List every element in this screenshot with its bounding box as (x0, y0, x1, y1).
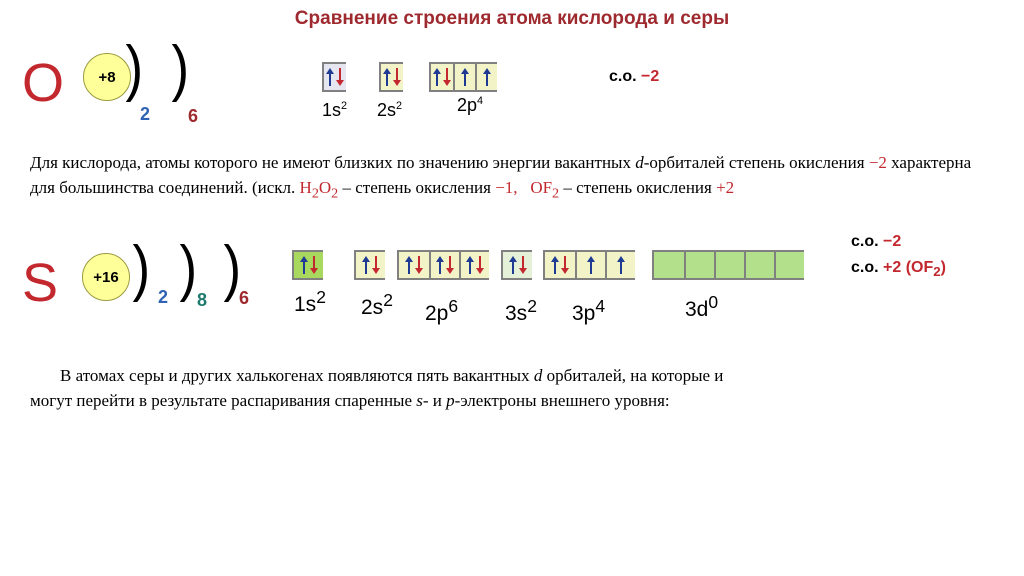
sulfur-orbital-label-3s: $3s^2$ (505, 296, 537, 325)
sulfur-paragraph-line-1: В атомах серы и других халькогенах появляются пять вакантных d орбиталей, на которые и (60, 366, 724, 385)
spin-up-arrow-icon (461, 68, 469, 86)
sulfur-symbol: S (22, 253, 59, 313)
orbital-cell (459, 252, 489, 278)
spin-up-arrow-icon (509, 256, 517, 274)
oxygen-symbol: O (22, 53, 65, 113)
sulfur-paragraph-line-2: могут перейти в результате распаривания спаренные s- и p-электроны внешнего уровня: (30, 391, 670, 410)
oxygen-shell-1-count: 2 (140, 104, 151, 124)
orbital-cell (575, 252, 605, 278)
spin-down-arrow-icon (336, 68, 344, 86)
oxygen-box-2p (429, 62, 497, 92)
sulfur-box-2p (397, 250, 489, 280)
sulfur-box-3s (501, 250, 532, 280)
oxygen-orbital-label-2p: $2p^4$ (457, 95, 484, 115)
oxygen-paragraph: Для кислорода, атомы которого не имеют близких по значению энергии вакантных d-орбиталей степень окисления −2 характерна для большинства соединений. (искл. $H_2O_2$ – степень окисления −1, $OF_2$ – степень окисления +2 (30, 153, 972, 202)
oxygen-shell-arc-1: ) (125, 34, 144, 103)
oxygen-box-2s (379, 62, 403, 92)
formula-of2: $OF_2$ (530, 178, 560, 202)
spin-down-arrow-icon (446, 256, 454, 274)
orbital-cell (545, 252, 575, 278)
spin-up-arrow-icon (436, 256, 444, 274)
formula-h2o2: $H_2O_2$ (299, 178, 339, 202)
orbital-cell (429, 252, 459, 278)
sulfur-orbital-label-1s: $1s^2$ (294, 287, 326, 316)
sulfur-oxidation-state-1: с.о. −2 (851, 233, 902, 250)
sulfur-shell-1-count: 2 (158, 287, 169, 307)
oxygen-orbital-label-1s: $1s^2$ (322, 100, 348, 120)
spin-down-arrow-icon (519, 256, 527, 274)
orbital-cell (714, 252, 744, 278)
oxygen-shell-arc-2: ) (171, 34, 190, 103)
spin-up-arrow-icon (587, 256, 595, 274)
orbital-cell (654, 252, 684, 278)
oxygen-oxidation-state: с.о. −2 (609, 68, 660, 85)
oxygen-shell-2-count: 6 (188, 106, 199, 126)
orbital-cell (381, 64, 403, 90)
spin-down-arrow-icon (443, 68, 451, 86)
sulfur-box-2s (354, 250, 385, 280)
orbital-cell (324, 64, 346, 90)
spin-down-arrow-icon (372, 256, 380, 274)
orbital-cell (605, 252, 635, 278)
page-title: Сравнение строения атома кислорода и серы (294, 8, 730, 29)
sulfur-orbital-label-3d: $3d^0$ (685, 292, 719, 321)
orbital-cell (684, 252, 714, 278)
spin-up-arrow-icon (405, 256, 413, 274)
orbital-cell (774, 252, 804, 278)
spin-up-arrow-icon (466, 256, 474, 274)
sulfur-box-3p (543, 250, 635, 280)
sulfur-shell-arc-2: ) (179, 234, 198, 303)
sulfur-shell-arc-1: ) (132, 234, 151, 303)
spin-down-arrow-icon (393, 68, 401, 86)
spin-up-arrow-icon (617, 256, 625, 274)
oxygen-nucleus: +8 (83, 53, 131, 101)
spin-up-arrow-icon (551, 256, 559, 274)
orbital-cell (356, 252, 385, 278)
spin-down-arrow-icon (415, 256, 423, 274)
orbital-cell (399, 252, 429, 278)
orbital-cell (475, 64, 497, 90)
spin-up-arrow-icon (362, 256, 370, 274)
orbital-cell (431, 64, 453, 90)
orbital-cell (453, 64, 475, 90)
spin-down-arrow-icon (561, 256, 569, 274)
spin-up-arrow-icon (433, 68, 441, 86)
spin-up-arrow-icon (326, 68, 334, 86)
spin-up-arrow-icon (300, 256, 308, 274)
orbital-cell (294, 252, 323, 278)
sulfur-box-1s (292, 250, 323, 280)
sulfur-nucleus: +16 (82, 253, 130, 301)
spin-up-arrow-icon (483, 68, 491, 86)
spin-down-arrow-icon (310, 256, 318, 274)
oxygen-orbital-label-2s: $2s^2$ (377, 100, 403, 120)
orbital-cell (503, 252, 532, 278)
sulfur-oxidation-state-2: с.о. +2 $(OF_2)$ (851, 259, 946, 280)
sulfur-shell-3-count: 6 (239, 288, 250, 308)
sulfur-orbital-label-2p: $2p^6$ (425, 296, 459, 325)
sulfur-shell-2-count: 8 (197, 290, 208, 310)
spin-down-arrow-icon (476, 256, 484, 274)
spin-up-arrow-icon (383, 68, 391, 86)
sulfur-box-3d (652, 250, 804, 280)
sulfur-orbital-label-2s: $2s^2$ (361, 290, 393, 319)
oxygen-box-1s (322, 62, 346, 92)
sulfur-orbital-label-3p: $3p^4$ (572, 296, 606, 325)
sulfur-shell-arc-3: ) (223, 234, 242, 303)
orbital-cell (744, 252, 774, 278)
